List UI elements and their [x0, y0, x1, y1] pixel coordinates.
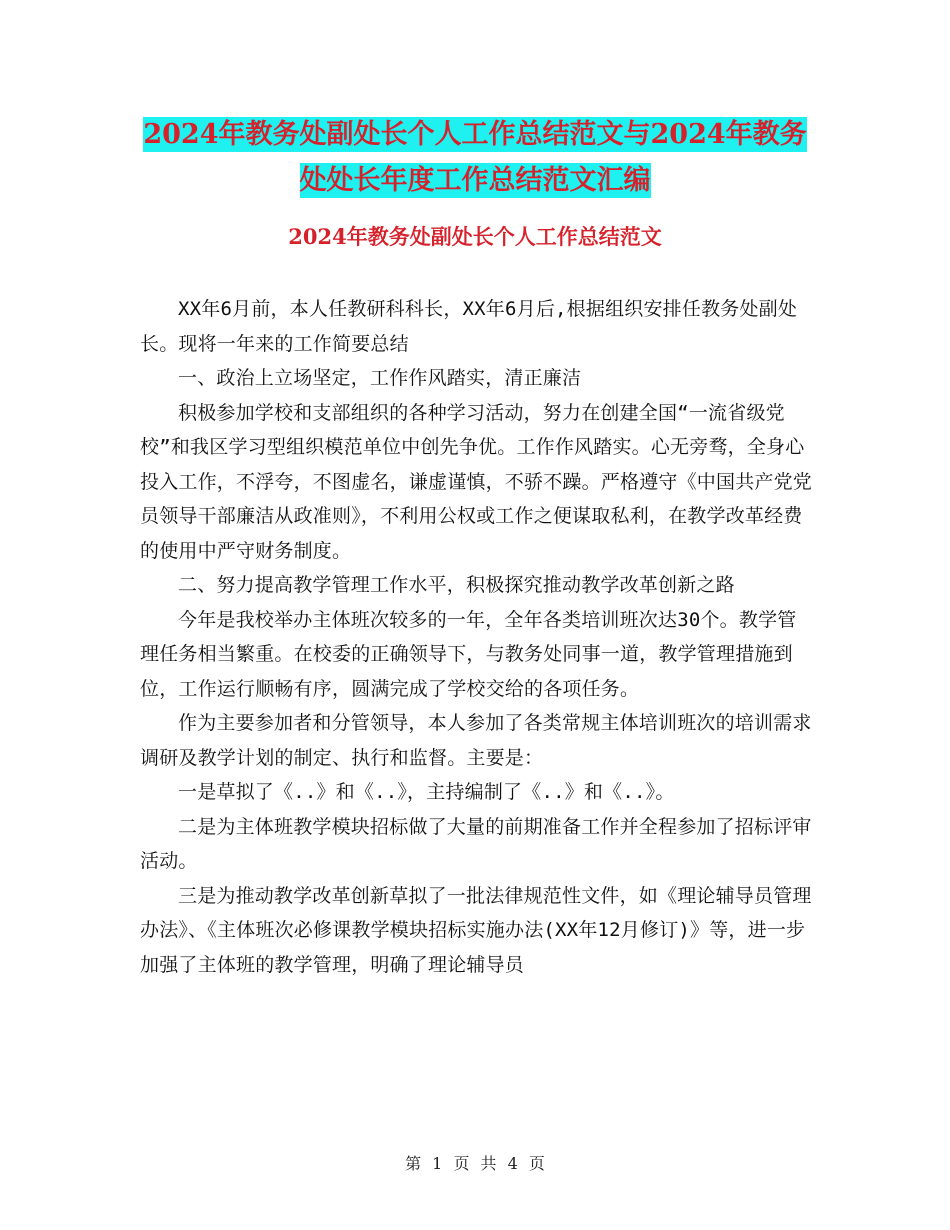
paragraph: 一是草拟了《..》和《..》，主持编制了《..》和《..》。 [178, 781, 675, 803]
paragraph: 积极参加学校和支部组织的各种学习活动，努力在创建全国“一流省级党校”和我区学习型组织模范单位中创先争优。工作作风踏实。心无旁骛，全身心投入工作，不浮夸，不图虚名，谦虚谨慎，不骄不躁。严格遵守《中国共产党党员领导干部廉洁从政准则》，不利用公权或工作之便谋取私利，在教学改革经费的使用中严守财务制度。 [140, 401, 813, 562]
document-body [140, 292, 812, 982]
paragraph: XX年6月前，本人任教研科科长，XX年6月后,根据组织安排任教务处副处长。现将一年来的工作简要总结 [140, 298, 798, 355]
paragraph: 今年是我校举办主体班次较多的一年，全年各类培训班次达30个。教学管理任务相当繁重。在校委的正确领导下，与教务处同事一道，教学管理措施到位，工作运行顺畅有序，圆满完成了学校交给的各项任务。 [140, 608, 797, 700]
document-title [140, 112, 810, 204]
page-footer: 第 1 页 共 4 页 [405, 1154, 545, 1173]
paragraph: 一、政治上立场坚定，工作作风踏实，清正廉洁 [178, 367, 582, 389]
paragraph: 作为主要参加者和分管领导，本人参加了各类常规主体培训班次的培训需求调研及教学计划的制定、执行和监督。主要是： [140, 712, 812, 769]
paragraph: 二是为主体班教学模块招标做了大量的前期准备工作并全程参加了招标评审活动。 [140, 815, 812, 872]
paragraph: 二、努力提高教学管理工作水平，积极探究推动教学改革创新之路 [178, 574, 735, 596]
document-title-line-1: 2024年教务处副处长个人工作总结范文与2024年教务 [143, 119, 807, 150]
section-title: 2024年教务处副处长个人工作总结范文 [288, 224, 662, 249]
document-title-line-2: 处处长年度工作总结范文汇编 [299, 165, 651, 196]
paragraph: 三是为推动教学改革创新草拟了一批法律规范性文件，如《理论辅导员管理办法》、《主体班次必修课教学模块招标实施办法(XX年12月修订)》等，进一步加强了主体班的教学管理，明确了理论辅导员 [140, 884, 812, 976]
